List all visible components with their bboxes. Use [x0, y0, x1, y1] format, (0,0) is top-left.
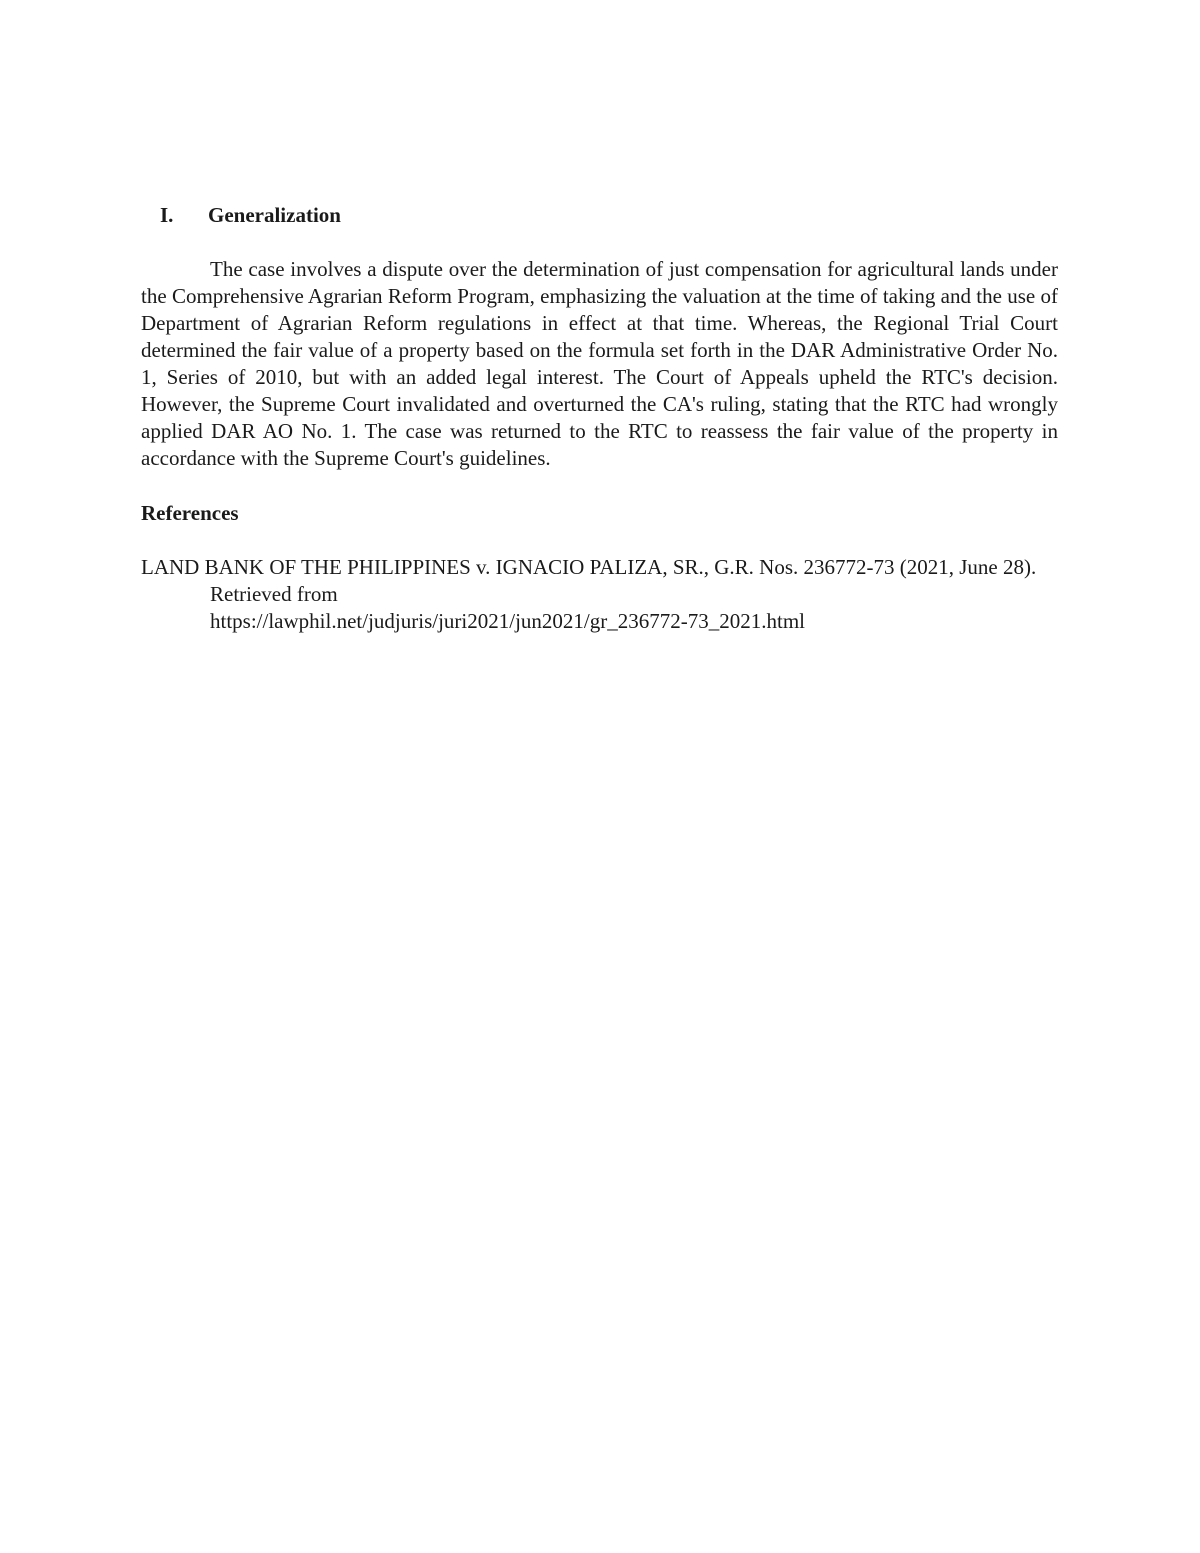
generalization-paragraph: The case involves a dispute over the determination of just compensation for agricultural lands under the Comprehensive Agrarian Reform Program, emphasizing the valuation at the time of taking and the use of Department of Agrarian Reform regulations in effect at that time. Whereas, the Regional Trial Court determined the fair value of a property based on the formula set forth in the DAR Administrative Order No. 1, Series of 2010, but with an added legal interest. The Court of Appeals upheld the RTC's decision. However, the Supreme Court invalidated and overturned the CA's ruling, stating that the RTC had wrongly applied DAR AO No. 1. The case was returned to the RTC to reassess the fair value of the property in accordance with the Supreme Court's guidelines.	[141, 257, 1058, 470]
section-number: I.	[160, 203, 174, 227]
reference-url: https://lawphil.net/judjuris/juri2021/jun2021/gr_236772-73_2021.html	[210, 609, 805, 633]
references-heading: References	[141, 501, 239, 525]
reference-citation: LAND BANK OF THE PHILIPPINES v. IGNACIO PALIZA, SR., G.R. Nos. 236772-73 (2021, June 28). Retrieved from	[141, 555, 1037, 606]
document-body	[141, 202, 1058, 635]
section-title: Generalization	[208, 203, 341, 227]
reference-entry	[141, 554, 1058, 635]
section-heading	[141, 202, 1058, 228]
